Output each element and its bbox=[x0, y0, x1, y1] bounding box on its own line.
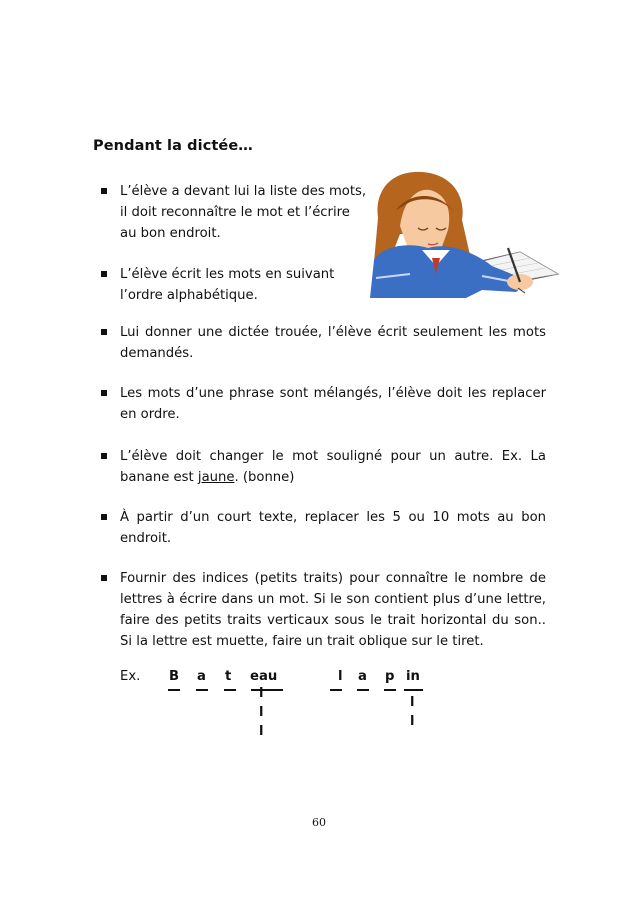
example-letter: a bbox=[197, 669, 206, 684]
letter-dash bbox=[404, 689, 423, 691]
example-letter: a bbox=[358, 669, 367, 684]
vertical-tick: l bbox=[259, 724, 264, 739]
letter-dash bbox=[168, 689, 180, 691]
bullet-item: Les mots d’une phrase sont mélangés, l’élève doit les replacer en ordre. bbox=[120, 383, 546, 425]
bullet-text: L’élève doit changer le mot souligné pour un autre. Ex. La banane est bbox=[120, 449, 546, 485]
vertical-tick: l bbox=[259, 705, 264, 720]
bullet-item: Lui donner une dictée trouée, l’élève écrit seulement les mots demandés. bbox=[120, 322, 546, 364]
underlined-word: jaune bbox=[197, 470, 235, 485]
example-letter: l bbox=[338, 669, 343, 684]
example-letter: p bbox=[385, 669, 395, 684]
bullet-item: À partir d’un court texte, replacer les 5 ou 10 mots au bon endroit. bbox=[120, 507, 546, 549]
letter-dash bbox=[196, 689, 208, 691]
page-number: 60 bbox=[312, 816, 326, 829]
section-heading: Pendant la dictée… bbox=[93, 138, 253, 154]
example-letter: B bbox=[169, 669, 180, 684]
letter-dash bbox=[357, 689, 369, 691]
vertical-tick: l bbox=[410, 695, 415, 710]
example-letter: t bbox=[225, 669, 232, 684]
letter-dash bbox=[251, 689, 283, 691]
bullet-item: L’élève a devant lui la liste des mots, il doit reconnaître le mot et l’écrire au bon endroit. bbox=[120, 181, 370, 244]
bullet-text: . (bonne) bbox=[234, 470, 295, 485]
letter-dash bbox=[224, 689, 236, 691]
example-label: Ex. bbox=[120, 669, 141, 684]
bullet-item: Fournir des indices (petits traits) pour connaître le nombre de lettres à écrire dans un mot. Si le son contient plus d’une lettre, faire des petits traits verticaux sous le trait horizontal du son.. Si la lettre est muette, faire un trait oblique sur le tiret. bbox=[120, 568, 546, 652]
student-writing-illustration bbox=[370, 170, 565, 298]
vertical-tick: l bbox=[410, 714, 415, 729]
bullet-item: L’élève écrit les mots en suivant l’ordre alphabétique. bbox=[120, 264, 370, 306]
bullet-item bbox=[120, 446, 546, 488]
example-letter: eau bbox=[250, 669, 278, 684]
example-letter: in bbox=[406, 669, 420, 684]
letter-dash bbox=[330, 689, 342, 691]
letter-dash bbox=[384, 689, 396, 691]
vertical-tick: l bbox=[259, 686, 264, 701]
